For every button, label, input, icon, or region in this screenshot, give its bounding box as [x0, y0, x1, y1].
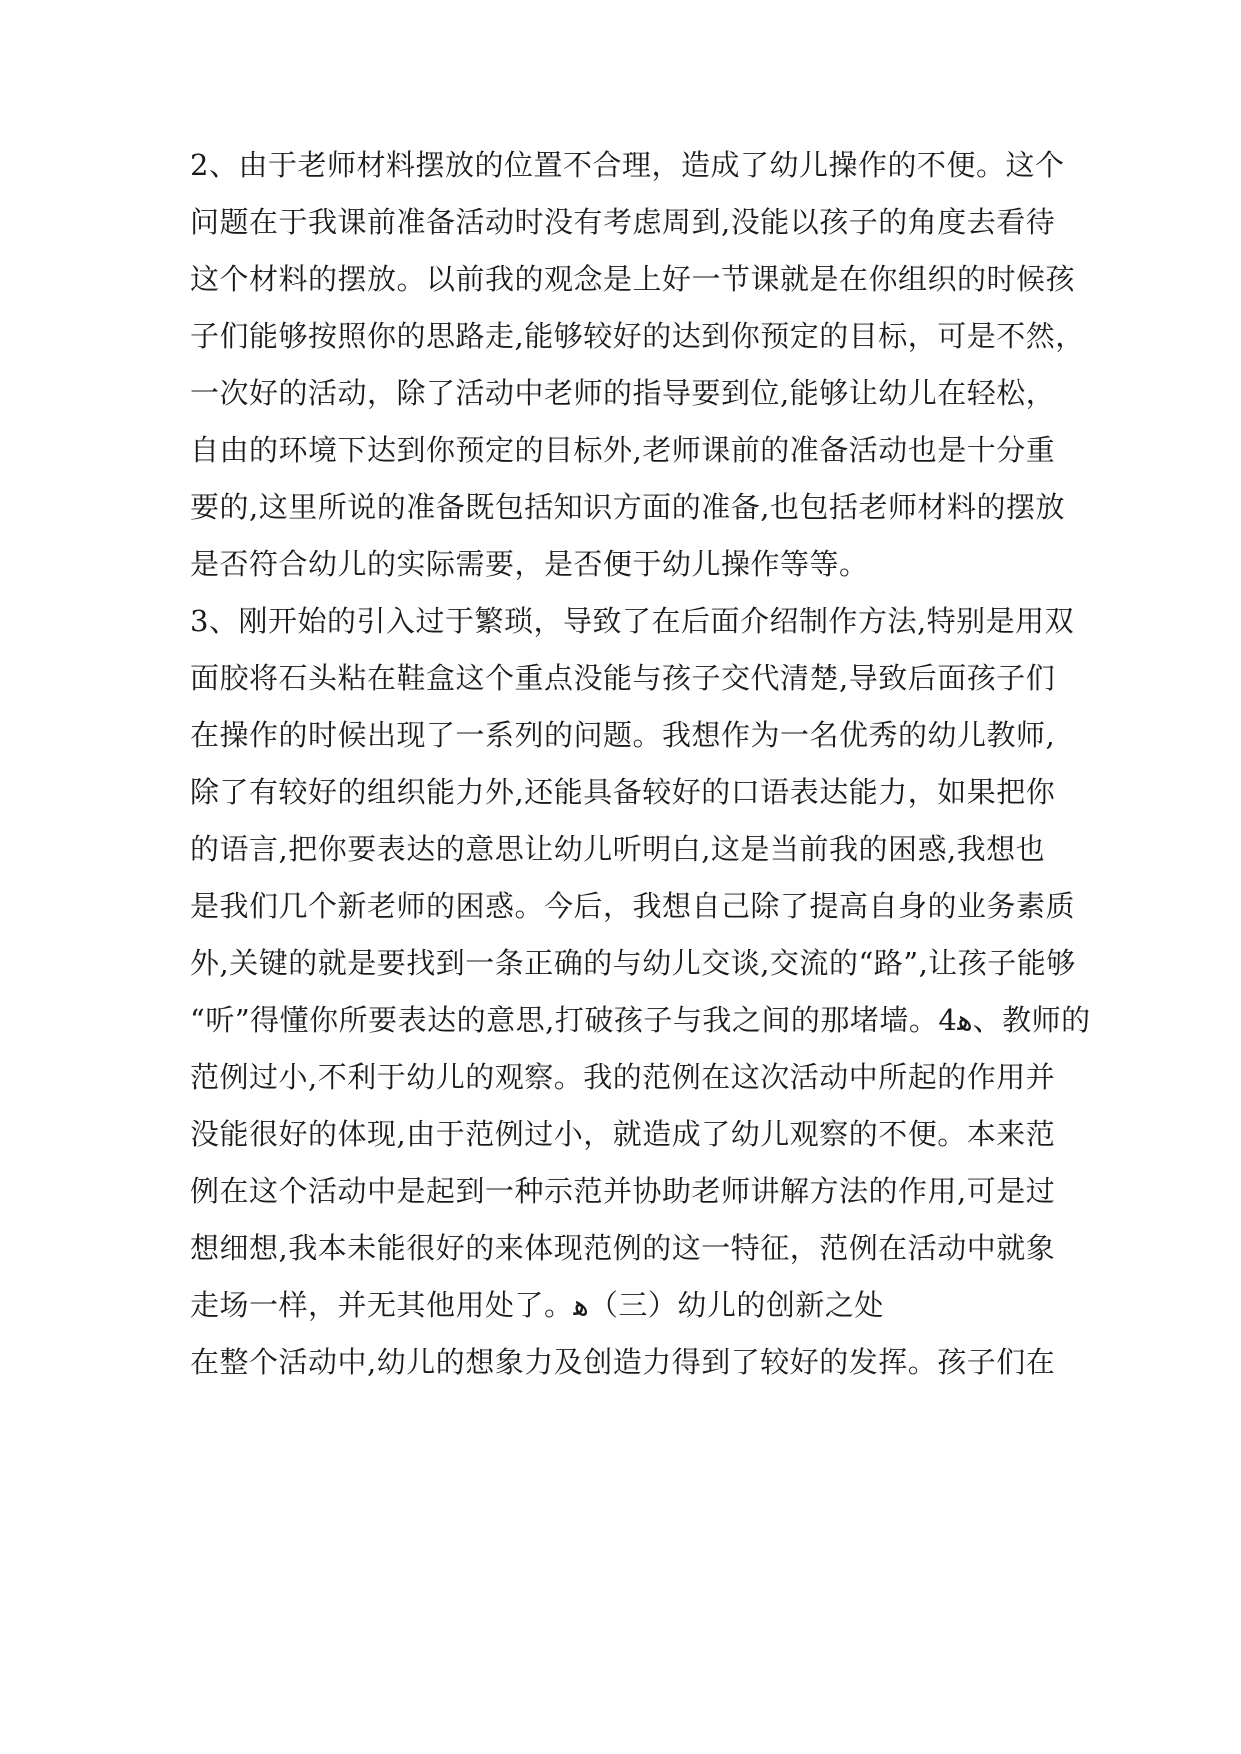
text-line: 例在这个活动中是起到一种示范并协助老师讲解方法的作用,可是过: [190, 1174, 1056, 1208]
text-line: 想细想,我本未能很好的来体现范例的这一特征，范例在活动中就象: [190, 1231, 1056, 1265]
text-line: 一次好的活动，除了活动中老师的指导要到位,能够让幼儿在轻松，: [190, 376, 1056, 410]
text-line: 2、由于老师材料摆放的位置不合理，造成了幼儿操作的不便。这个: [190, 148, 1065, 182]
text-line: 问题在于我课前准备活动时没有考虑周到,没能以孩子的角度去看待: [190, 205, 1056, 239]
text-line: 面胶将石头粘在鞋盒这个重点没能与孩子交代清楚,导致后面孩子们: [190, 661, 1056, 695]
text-line: 是我们几个新老师的困惑。今后，我想自己除了提高自身的业务素质: [190, 889, 1076, 923]
text-line: 在操作的时候出现了一系列的问题。我想作为一名优秀的幼儿教师,: [190, 718, 1056, 752]
text-line: 除了有较好的组织能力外,还能具备较好的口语表达能力，如果把你: [190, 775, 1056, 809]
text-line: 外,关键的就是要找到一条正确的与幼儿交谈,交流的“路”,让孩子能够: [190, 946, 1076, 980]
text-line: 在整个活动中,幼儿的想象力及创造力得到了较好的发挥。孩子们在: [190, 1345, 1056, 1379]
text-line: 要的,这里所说的准备既包括知识方面的准备,也包括老师材料的摆放: [190, 490, 1065, 524]
text-line: 是否符合幼儿的实际需要，是否便于幼儿操作等等。: [190, 547, 869, 581]
text-line: 3、刚开始的引入过于繁琐，导致了在后面介绍制作方法,特别是用双: [190, 604, 1075, 638]
text-line: 子们能够按照你的思路走,能够较好的达到你预定的目标，可是不然，: [190, 319, 1085, 353]
text-line: 走场一样，并无其他用处了。ﻫ（三）幼儿的创新之处: [190, 1288, 884, 1322]
text-line: 没能很好的体现,由于范例过小，就造成了幼儿观察的不便。本来范: [190, 1117, 1056, 1151]
text-line: 的语言,把你要表达的意思让幼儿听明白,这是当前我的困惑,我想也: [190, 832, 1046, 866]
text-line: 自由的环境下达到你预定的目标外,老师课前的准备活动也是十分重: [190, 433, 1056, 467]
text-line: 范例过小,不利于幼儿的观察。我的范例在这次活动中所起的作用并: [190, 1060, 1056, 1094]
text-line: “听”得懂你所要表达的意思,打破孩子与我之间的那堵墙。4ﻫ、教师的: [190, 1003, 1091, 1037]
text-line: 这个材料的摆放。以前我的观念是上好一节课就是在你组织的时候孩: [190, 262, 1076, 296]
